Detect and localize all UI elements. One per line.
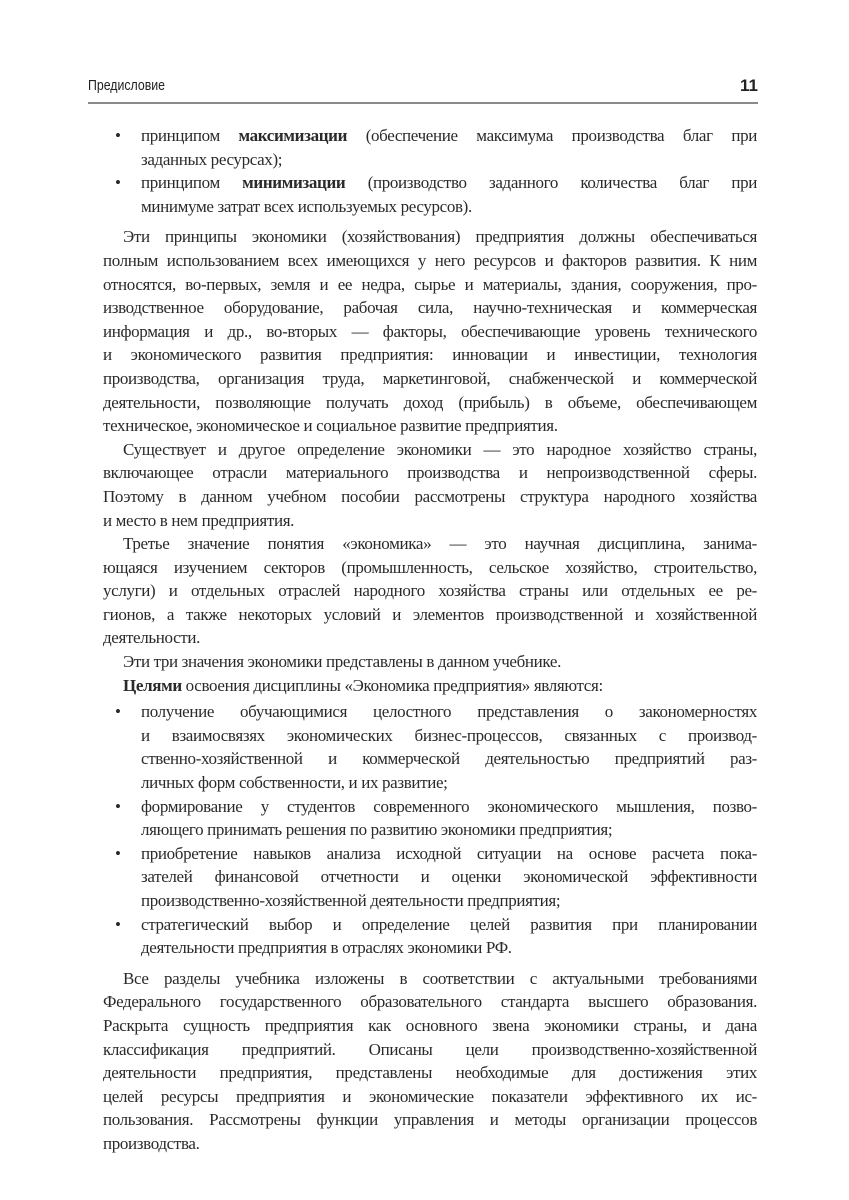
text-line: личных форм собственности, и их развитие;	[141, 773, 448, 793]
text-line: относятся, во-первых, земля и ее недра, сырье и материалы, здания, сооружения, про-	[103, 274, 757, 294]
running-title: Предисловие	[88, 78, 166, 94]
text-line: минимуме затрат всех используемых ресурсов).	[141, 196, 472, 216]
text-line: стратегический выбор и определение целей развития при планировании	[141, 914, 757, 934]
text-line: и место в нем предприятия.	[103, 510, 295, 530]
text-run: принципом	[141, 173, 243, 193]
text-line: Раскрыта сущность предприятия как основного звена экономики страны, и дана	[103, 1015, 757, 1035]
bullet-icon: •	[115, 796, 121, 816]
bullet-item	[103, 913, 757, 960]
text-line: классификация предприятий. Описаны цели производственно-хозяйственной	[103, 1039, 757, 1059]
text-line	[141, 124, 757, 148]
text-line: включающее отрасли материального производства и непроизводственной сферы.	[103, 463, 757, 483]
text-line: Третье значение понятия «экономика» — это научная дисциплина, занима-	[123, 534, 757, 554]
paragraph	[103, 650, 757, 674]
page-body	[103, 124, 757, 1156]
text-line: деятельности, позволяющие получать доход (прибыль) в объеме, обеспечивающем	[103, 392, 757, 412]
text-line: Эти три значения экономики представлены в данном учебнике.	[123, 652, 561, 672]
bullet-item	[103, 124, 757, 171]
text-line: полным использованием всех имеющихся у него ресурсов и факторов развития. К ним	[103, 250, 757, 270]
text-line: целей ресурсы предприятия и экономические показатели эффективного их ис-	[103, 1086, 757, 1106]
text-line: гионов, а также некоторых условий и элементов производственной и хозяйственной	[103, 604, 757, 624]
text-line: ляющего принимать решения по развитию экономики предприятия;	[141, 820, 613, 840]
paragraph	[103, 674, 757, 698]
text-line: Федерального государственного образовательного стандарта высшего образования.	[103, 992, 757, 1012]
text-run: (обеспечение максимума производства благ при	[347, 126, 757, 145]
text-line: информация и др., во-вторых — факторы, обеспечивающие уровень технического	[103, 321, 757, 341]
text-line	[103, 674, 757, 698]
spacer	[103, 218, 757, 225]
text-line: услуги) и отдельных отраслей народного хозяйства страны или отдельных ее ре-	[103, 581, 757, 601]
bold-term: Целями	[123, 675, 182, 695]
bold-term: максимизации	[238, 126, 348, 145]
bullet-icon: •	[115, 126, 121, 145]
text-line: Существует и другое определение экономики — это народное хозяйство страны,	[123, 439, 757, 459]
text-line: техническое, экономическое и социальное развитие предприятия.	[103, 416, 558, 436]
text-line: ственно-хозяйственной и коммерческой деятельностью предприятий раз-	[141, 749, 757, 769]
text-line: производства, организация труда, маркетинговой, снабженческой и коммерческой	[103, 368, 757, 388]
text-line	[141, 171, 757, 195]
text-line: производства.	[103, 1133, 200, 1153]
text-run: освоения дисциплины «Экономика предприятия» являются:	[181, 675, 603, 695]
bold-term: минимизации	[242, 173, 346, 193]
text-line: Все разделы учебника изложены в соответствии с актуальными требованиями	[123, 968, 757, 988]
text-line: деятельности предприятия в отраслях экономики РФ.	[141, 938, 512, 958]
paragraph	[103, 967, 757, 1156]
text-line: Поэтому в данном учебном пособии рассмотрены структура народного хозяйства	[103, 486, 757, 506]
bullet-icon: •	[115, 843, 121, 863]
bullet-item	[103, 700, 757, 794]
bullet-item	[103, 171, 757, 218]
text-line: и экономического развития предприятия: инновации и инвестиции, технология	[103, 345, 757, 365]
spacer	[103, 960, 757, 967]
text-line: приобретение навыков анализа исходной ситуации на основе расчета пока-	[141, 843, 757, 863]
text-line: производственно-хозяйственной деятельности предприятия;	[141, 891, 561, 910]
text-line: пользования. Рассмотрены функции управления и методы организации процессов	[103, 1110, 757, 1130]
bullet-item	[103, 842, 757, 913]
text-line: зателей финансовой отчетности и оценки экономической эффективности	[141, 867, 757, 887]
text-line: деятельности предприятия, представлены необходимые для достижения этих	[103, 1063, 757, 1083]
paragraph	[103, 438, 757, 532]
page-number: 11	[740, 76, 758, 95]
paragraph	[103, 532, 757, 650]
running-header	[88, 76, 758, 104]
text-run: (производство заданного количества благ при	[345, 173, 757, 193]
text-line: и взаимосвязях экономических бизнес-процессов, связанных с производ-	[141, 725, 757, 745]
text-line: деятельности.	[103, 628, 201, 648]
bullet-item	[103, 795, 757, 842]
text-run: принципом	[141, 126, 239, 145]
text-line: получение обучающимися целостного представления о закономерностях	[141, 702, 757, 722]
text-line: изводственное оборудование, рабочая сила, научно-техническая и коммерческая	[103, 298, 757, 318]
bullet-icon: •	[115, 702, 121, 722]
bullet-icon: •	[115, 173, 121, 193]
text-line: Эти принципы экономики (хозяйствования) предприятия должны обеспечиваться	[123, 227, 757, 247]
text-line: ющаяся изучением секторов (промышленность, сельское хозяйство, строительство,	[103, 557, 757, 577]
text-line: заданных ресурсах);	[141, 149, 283, 169]
bullet-icon: •	[115, 914, 121, 934]
text-line: формирование у студентов современного экономического мышления, позво-	[141, 796, 757, 816]
paragraph	[103, 225, 757, 437]
